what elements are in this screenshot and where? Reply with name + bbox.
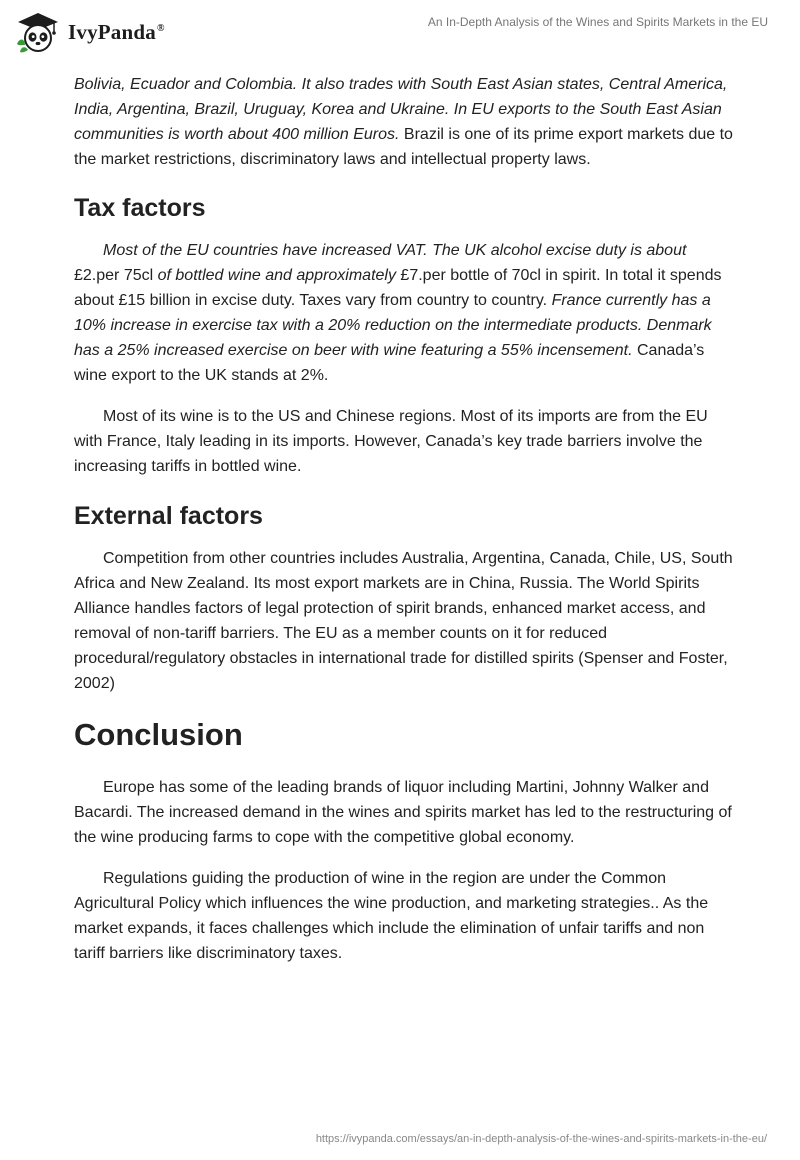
external-factors-heading: External factors [74, 502, 263, 530]
tax-paragraph-1: Most of the EU countries have increased VAT. The UK alcohol excise duty is about £2.per 75cl of bottled wine and approximately £7.per bottle of 70cl in spirit. In total it spends about £15 billion in excise duty. Taxes vary from country to country. France currently has a 10% increase in exercise tax with a 20% reduction on the intermediate products. Denmark has a 25% increased exercise on beer with wine featuring a 55% incensement. Canada’s wine export to the UK stands at 2%. [74, 242, 722, 384]
tax-paragraph-2: Most of its wine is to the US and Chinese regions. Most of its imports are from the EU with France, Italy leading in its imports. However, Canada’s key trade barriers involve the increasing tariffs in bottled wine. [74, 408, 708, 475]
external-paragraph-1: Competition from other countries includes Australia, Argentina, Canada, Chile, US, South Africa and New Zealand. Its most export markets are in China, Russia. The World Spirits Alliance handles factors of legal protection of spirit brands, enhanced market access, and removal of non-tariff barriers. The EU as a member counts on it for reduced procedural/regulatory obstacles in international trade for distilled spirits (Spenser and Foster, 2002) [74, 550, 733, 692]
ivypanda-logo[interactable] [14, 9, 194, 55]
essay-body [74, 72, 734, 966]
intro-paragraph: Bolivia, Ecuador and Colombia. It also trades with South East Asian states, Central America, India, Argentina, Brazil, Uruguay, Korea and Ukraine. In EU exports to the South East Asian communities is worth about 400 million Euros. Brazil is one of its prime export markets due to the market restrictions, discriminatory laws and intellectual property laws. [74, 76, 733, 168]
conclusion-paragraph-2: Regulations guiding the production of wine in the region are under the Common Agricultural Policy which influences the wine production, and marketing strategies.. As the market expands, it faces challenges which include the elimination of unfair tariffs and non tariff barriers like discriminatory taxes. [74, 870, 709, 962]
conclusion-paragraph-1: Europe has some of the leading brands of liquor including Martini, Johnny Walker and Bacardi. The increased demand in the wines and spirits market has led to the restructuring of the wine producing farms to cope with the competitive global economy. [74, 779, 732, 846]
registered-mark: ® [156, 22, 165, 34]
page-header [0, 0, 800, 60]
brand-name: IvyPanda® [68, 19, 165, 44]
tax-factors-heading: Tax factors [74, 194, 206, 222]
panda-graduate-icon [14, 10, 62, 54]
document-title: An In-Depth Analysis of the Wines and Spirits Markets in the EU [427, 15, 768, 29]
conclusion-heading: Conclusion [74, 717, 243, 752]
source-url[interactable]: https://ivypanda.com/essays/an-in-depth-analysis-of-the-wines-and-spirits-markets-in-the-eu/ [315, 1133, 767, 1145]
